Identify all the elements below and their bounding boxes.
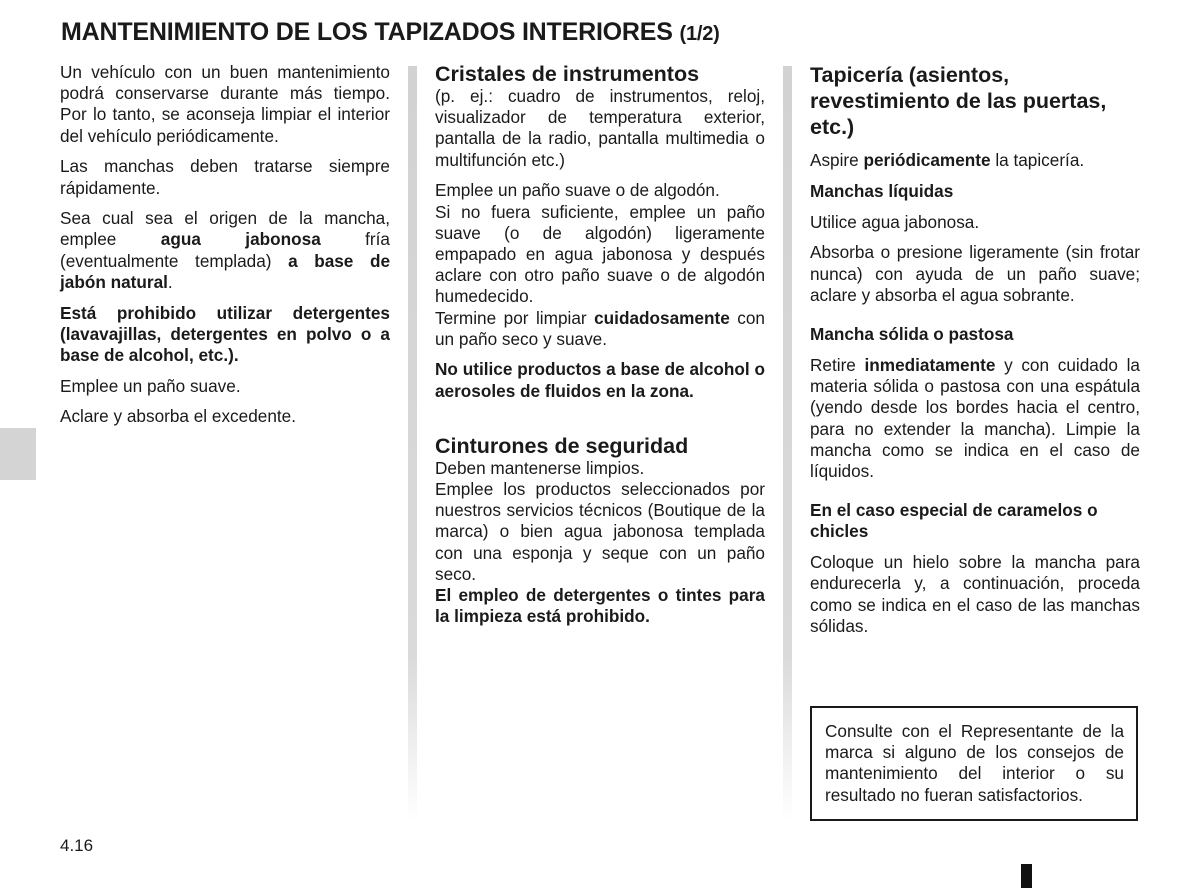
soap-text-3: fría (eventualmente templada) — [60, 229, 390, 271]
liquid-stains-heading: Manchas líquidas — [810, 180, 954, 201]
column-intro — [60, 62, 390, 437]
candy-gum-heading: En el caso especial de caramelos o chicles — [810, 500, 1098, 542]
soap-text-1: Sea cual sea el origen de la mancha, emplee — [60, 208, 390, 250]
finish-text-2: cuidadosamente — [594, 307, 730, 328]
vacuum-paragraph — [810, 150, 1140, 171]
seatbelts-products: Emplee los productos seleccionados por nuestros servicios técnicos (Boutique de la marca) o bien agua jabonosa templada con una esponja y seque con un paño seco. — [435, 479, 765, 584]
vacuum-text-1: Aspire — [810, 150, 864, 170]
remove-text-2: inmediatamente — [864, 355, 996, 376]
absorb-paragraph: Absorba o presione ligeramente (sin frotar nunca) con ayuda de un paño suave; aclare y absorba el agua sobrante. — [810, 242, 1140, 305]
seatbelts-heading: Cinturones de seguridad — [435, 433, 689, 458]
page-title-suffix: (1/2) — [679, 23, 720, 45]
page-number: 4.16 — [60, 836, 94, 855]
ice-paragraph: Coloque un hielo sobre la mancha para endurecerla y, a continuación, proceda como se indica en el caso de las manchas sólidas. — [810, 552, 1140, 636]
column-upholstery — [810, 62, 1140, 647]
damp-cloth-instruction: Si no fuera suficiente, emplee un paño suave (o de algodón) ligeramente empapado en agua jabonosa y después aclare con otro paño suave o de algodón humedecido. — [435, 201, 765, 307]
finish-text-1: Termine por limpiar — [435, 307, 595, 328]
remove-paragraph — [810, 355, 1140, 482]
intro-paragraph: Un vehículo con un buen mantenimiento podrá conservarse durante más tiempo. Por lo tanto, se aconseja limpiar el interior del vehículo periódicamente. — [60, 62, 390, 146]
soap-text-2: agua jabonosa — [160, 229, 321, 250]
instruments-heading: Cristales de instrumentos — [435, 62, 700, 86]
seatbelts-warning: El empleo de detergentes o tintes para la limpieza está prohibido. — [435, 585, 765, 627]
seatbelts-clean: Deben mantenerse limpios. — [435, 457, 645, 478]
chapter-tab-marker — [0, 428, 36, 480]
solid-stain-heading: Mancha sólida o pastosa — [810, 324, 1014, 345]
remove-text-3: y con cuidado la materia sólida o pastosa con una espátula (yendo desde los bordes hacia el centro, para no extender la mancha). Limpie la mancha como se indica en el caso de líquidos. — [810, 355, 1140, 482]
soap-text-5: . — [167, 271, 173, 292]
cloth-instruction: Emplee un paño suave o de algodón. — [435, 180, 720, 201]
finish-instruction — [435, 308, 765, 350]
page-title — [61, 18, 720, 47]
dealer-note-box: Consulte con el Representante de la marca si alguno de los consejos de mantenimiento del interior o su resultado no fueran satisfactorios. — [810, 706, 1138, 821]
stains-paragraph: Las manchas deben tratarse siempre rápidamente. — [60, 156, 390, 198]
column-separator — [783, 66, 792, 821]
upholstery-heading: Tapicería (asientos, revestimiento de las puertas, etc.) — [810, 63, 1107, 139]
warning-paragraph: Está prohibido utilizar detergentes (lavavajillas, detergentes en polvo o a base de alcohol, etc.). — [60, 302, 390, 365]
soft-cloth-paragraph: Emplee un paño suave. — [60, 375, 241, 396]
page-title-main: MANTENIMIENTO DE LOS TAPIZADOS INTERIORES — [61, 18, 680, 46]
column-separator — [408, 66, 417, 821]
finish-text-3: con un paño seco y suave. — [435, 307, 765, 349]
vacuum-text-2: periódicamente — [863, 150, 991, 170]
soap-text-4: a base de jabón natural — [60, 250, 390, 292]
soap-paragraph — [60, 208, 390, 293]
alcohol-warning: No utilice productos a base de alcohol o aerosoles de fluidos en la zona. — [435, 359, 765, 401]
column-instruments — [435, 62, 765, 637]
page-edge-marker — [1021, 864, 1032, 888]
vacuum-text-3: la tapicería. — [990, 150, 1085, 170]
soapy-water-paragraph: Utilice agua jabonosa. — [810, 211, 980, 232]
instruments-examples: (p. ej.: cuadro de instrumentos, reloj, visualizador de temperatura exterior, pantalla de la radio, pantalla multimedia o multifunción etc.) — [435, 86, 765, 170]
remove-text-1: Retire — [810, 355, 865, 376]
rinse-paragraph: Aclare y absorba el excedente. — [60, 406, 296, 427]
